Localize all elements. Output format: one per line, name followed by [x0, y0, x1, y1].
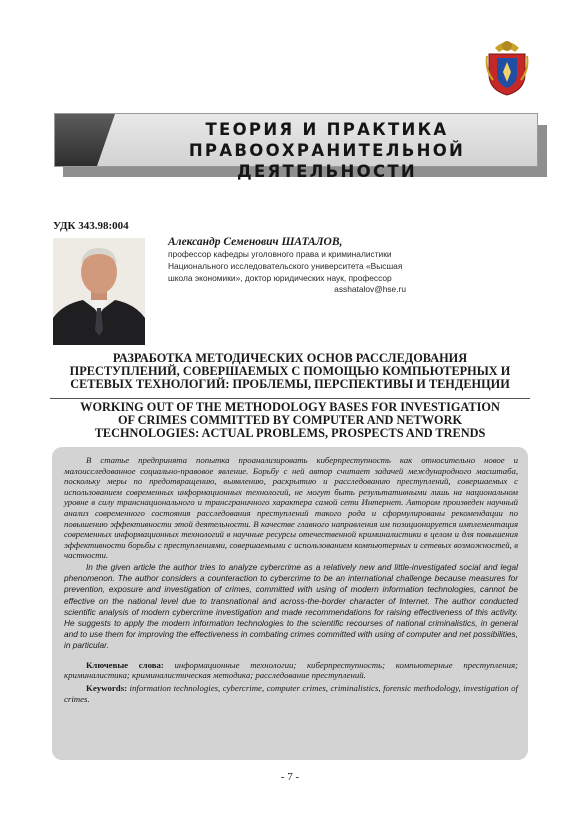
author-affiliation [168, 249, 413, 296]
article-title-ru [50, 352, 530, 392]
title-ru-line: СЕТЕВЫХ ТЕХНОЛОГИЙ: ПРОБЛЕМЫ, ПЕРСПЕКТИВЫ И ТЕНДЕНЦИИ [70, 377, 510, 392]
author-affiliation-line: Национального исследовательского университета «Высшая [168, 260, 403, 271]
police-emblem-icon [485, 34, 529, 96]
abstract-en: In the given article the author tries to analyze cybercrime as a relatively new and little-investigated social and legal phenomenon. The author considers a counteraction to cybercrime to be an international challenge because measures for prevention, exposure and investigation of crimes, committed with using of modern information technologies, cannot be effective on the national level due to transnational and across-the-border character of Internet. The author conducted scientific analysis of modern cybercrime investigation and made recommendations for raising effectiveness of this activity. He suggests to apply the modern information technologies to the scientific recourses of national criminalistics, in general and to use them for improving the effectiveness in combating crimes committed with using of computer and net possibilities, in particular. [64, 561, 518, 651]
author-affiliation-line: школа экономики», доктор юридических наук, профессор [168, 272, 392, 283]
section-title-line-2: ПРАВООХРАНИТЕЛЬНОЙ ДЕЯТЕЛЬНОСТИ [188, 141, 466, 181]
keywords-en-label: Keywords: [86, 683, 128, 694]
author-affiliation-line: профессор кафедры уголовного права и криминалистики [168, 249, 392, 259]
keywords-en-values: information technologies, cybercrime, computer crimes, criminalistics, forensic methodology, investigation of crimes. [64, 683, 518, 704]
title-ru-line: РАЗРАБОТКА МЕТОДИЧЕСКИХ ОСНОВ РАССЛЕДОВАНИЯ [112, 351, 468, 365]
section-title [125, 119, 529, 182]
title-en-line: OF CRIMES COMMITTED BY COMPUTER AND NETWORK [117, 413, 463, 428]
banner-accent [55, 114, 115, 166]
author-name: Александр Семенович ШАТАЛОВ, [168, 236, 343, 248]
section-title-line-1: ТЕОРИЯ И ПРАКТИКА [205, 120, 449, 139]
title-en-line: TECHNOLOGIES: ACTUAL PROBLEMS, PROSPECTS AND TRENDS [94, 426, 486, 441]
article-title-en [50, 401, 530, 441]
section-banner [54, 113, 538, 181]
page-number: - 7 - [280, 771, 300, 783]
keywords-ru-values: информационные технологии; киберпреступность; компьютерные преступления; криминалистика; криминалистическая методика; расследование преступлений. [64, 659, 518, 681]
author-email: asshatalov@hse.ru [334, 284, 406, 295]
title-en-line: WORKING OUT OF THE METHODOLOGY BASES FOR INVESTIGATION [80, 400, 500, 414]
keywords-en [64, 683, 518, 705]
title-ru-line: ПРЕСТУПЛЕНИЙ, СОВЕРШАЕМЫХ С ПОМОЩЬЮ КОМПЬЮТЕРНЫХ И [69, 364, 511, 379]
keywords-ru-label: Ключевые слова: [86, 659, 164, 670]
keywords-ru [64, 660, 518, 682]
title-divider [50, 398, 530, 399]
udk-code: УДК 343.98:004 [53, 220, 129, 232]
author-portrait [53, 238, 145, 345]
abstract-ru: В статье предпринята попытка проанализировать киберпреступность как относительно новое и малоисследованное социально-правовое явление. Борьбу с ней автор считает задачей международного масштаба, поскольку меры по предотвращению, выявлению, раскрытию и расследованию преступлений, совершаемых с использованием современных информационных технологий, не могут быть результативными лишь на национальном уровне в силу транснационального и трансграничного характера самой сети Интернет. Автором произведен научный анализ современного состояния расследования преступлений такого рода и сформулированы рекомендации по повышению эффективности этой деятельности. В качестве главного направления им позиционируется имплементация современных информационных технологий в научные ресурсы отечественной криминалистики в целом и для повышения эффективности борьбы с преступлениями, совершаемыми с использованием компьютерных и сетевых возможностей, в частности. [64, 455, 518, 561]
abstract-box [52, 447, 528, 760]
